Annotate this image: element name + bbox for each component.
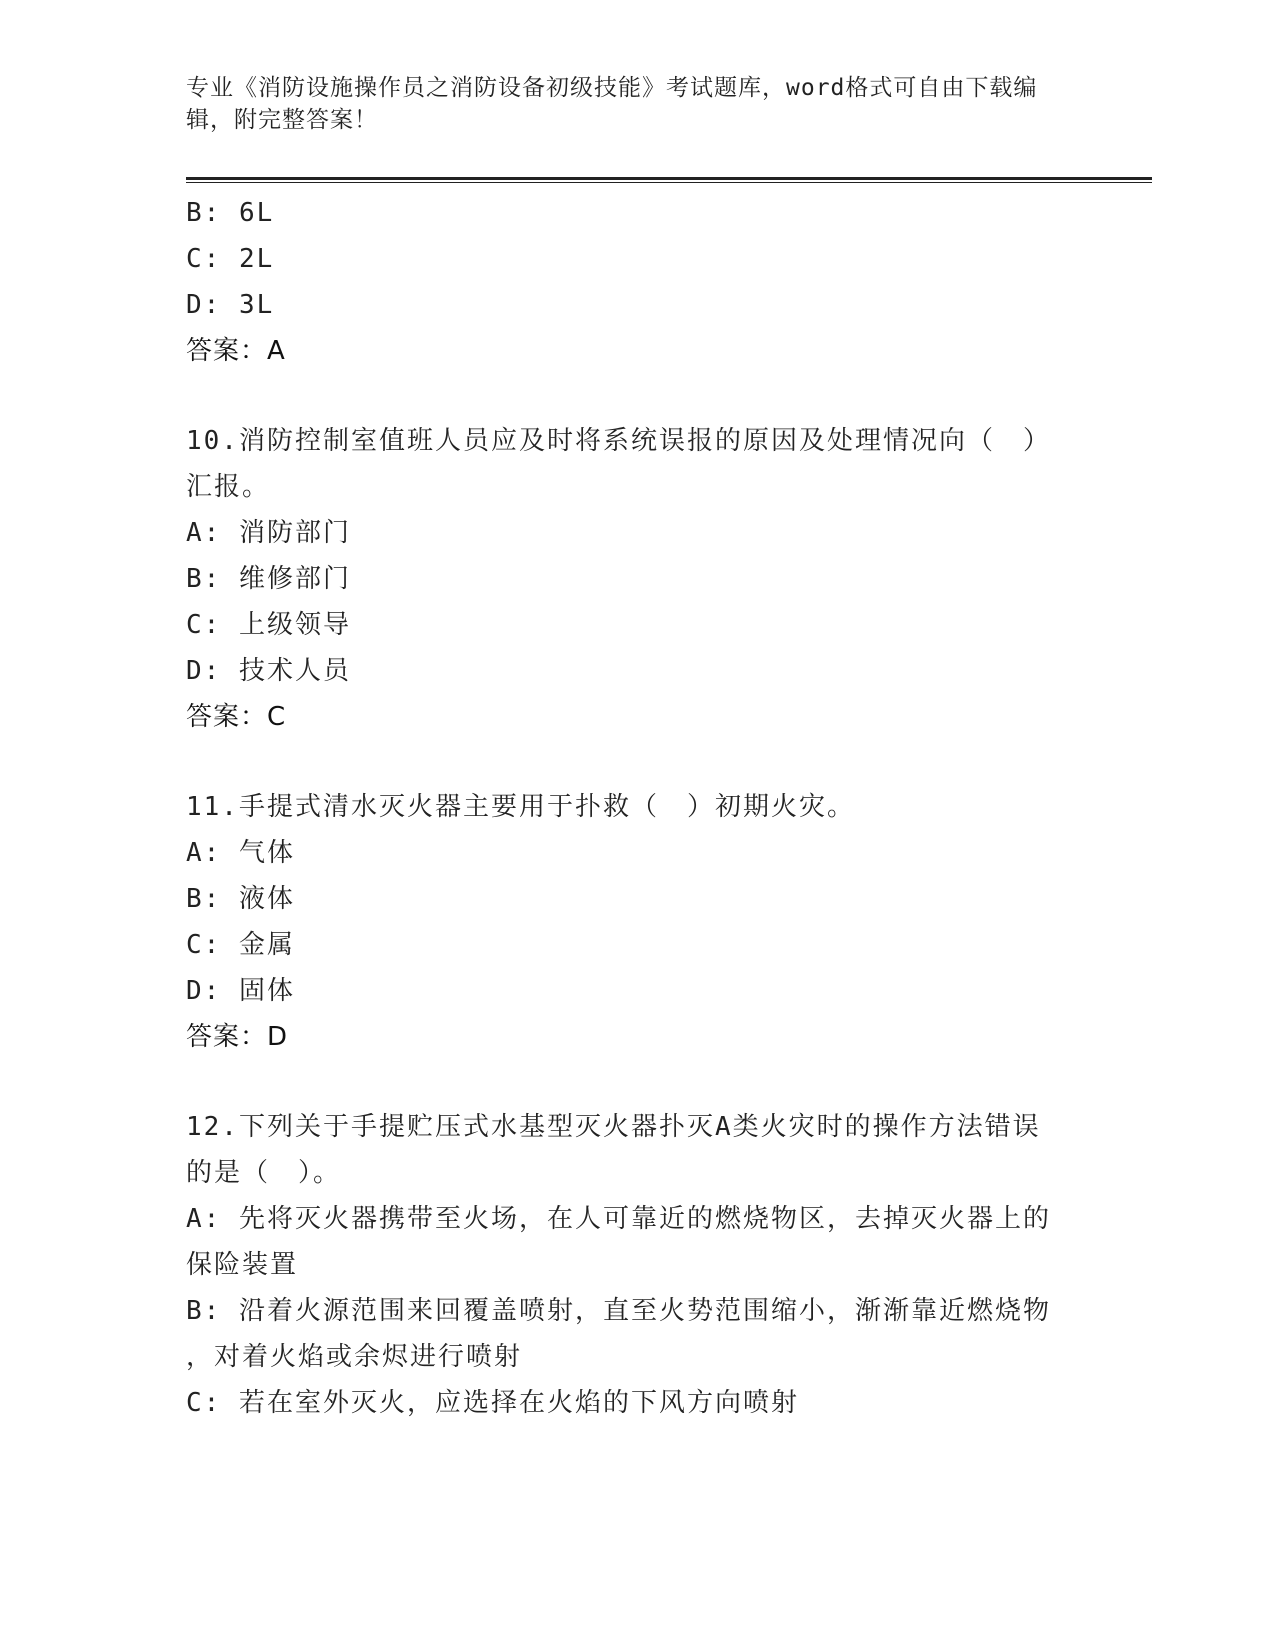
question-10 (186, 418, 1086, 740)
answer: 答案：D (186, 1022, 289, 1052)
option-d: D: 技术人员 (186, 656, 351, 686)
header-line-1: 专业《消防设施操作员之消防设备初级技能》考试题库，word格式可自由下载编 (186, 75, 1038, 101)
answer: 答案：A (186, 336, 286, 366)
answer: 答案：C (186, 702, 287, 732)
question-9-tail (186, 190, 1086, 374)
option-c: C: 上级领导 (186, 610, 351, 640)
header-divider-thick (186, 177, 1152, 180)
question-list (186, 190, 1086, 1426)
document-header (186, 72, 1066, 136)
question-text: 12.下列关于手提贮压式水基型灭火器扑灭A类火灾时的操作方法错误 (186, 1112, 1041, 1142)
option-a: A: 气体 (186, 838, 295, 868)
header-line-2: 辑，附完整答案！ (186, 107, 378, 133)
option-b: B: 沿着火源范围来回覆盖喷射，直至火势范围缩小，渐渐靠近燃烧物 (186, 1296, 1051, 1326)
option-b: B: 液体 (186, 884, 295, 914)
question-text: 10.消防控制室值班人员应及时将系统误报的原因及处理情况向（ ） (186, 426, 1051, 456)
option-a: A: 先将灭火器携带至火场，在人可靠近的燃烧物区，去掉灭火器上的 (186, 1204, 1051, 1234)
option-c: C: 金属 (186, 930, 295, 960)
option-a-cont: 保险装置 (186, 1250, 299, 1280)
option-c: C: 若在室外灭火，应选择在火焰的下风方向喷射 (186, 1388, 799, 1418)
option-c: C: 2L (186, 244, 275, 274)
header-divider-thin (186, 182, 1152, 183)
option-b-cont: ，对着火焰或余烬进行喷射 (186, 1342, 523, 1372)
option-d: D: 固体 (186, 976, 295, 1006)
option-a: A: 消防部门 (186, 518, 351, 548)
option-d: D: 3L (186, 290, 275, 320)
question-11 (186, 784, 1086, 1060)
option-b: B: 6L (186, 198, 275, 228)
question-text-cont: 的是（ ）。 (186, 1158, 342, 1188)
question-12 (186, 1104, 1086, 1426)
option-b: B: 维修部门 (186, 564, 351, 594)
question-text-cont: 汇报。 (186, 472, 271, 502)
question-text: 11.手提式清水灭火器主要用于扑救（ ）初期火灾。 (186, 792, 855, 822)
